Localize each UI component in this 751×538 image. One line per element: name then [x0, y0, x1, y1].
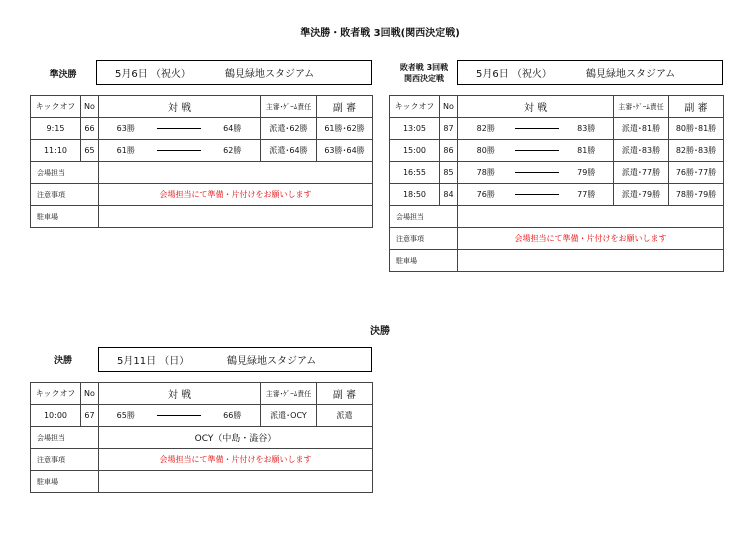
losers-label-line2: 関西決定戦 — [404, 74, 444, 83]
page-title: 準決勝・敗者戦 3回戦(関西決定戦) — [300, 28, 460, 39]
assistant: 82勝･83勝 — [669, 140, 724, 162]
versus-line — [153, 405, 205, 427]
game-no: 87 — [440, 118, 458, 140]
losers-label — [391, 61, 457, 85]
table-row — [31, 405, 373, 427]
team2: 64勝 — [205, 118, 261, 140]
team1: 61勝 — [99, 140, 153, 162]
semifinal-date: 5月6日 （祝火） — [115, 69, 191, 80]
losers-date: 5月6日 （祝火） — [476, 69, 552, 80]
table-row — [31, 118, 373, 140]
venue-staff-label: 会場担当 — [390, 206, 458, 228]
referee: 派遣･64勝 — [261, 140, 317, 162]
header-kickoff: キックオフ — [390, 96, 440, 118]
final-date: 5月11日 （日） — [117, 356, 190, 367]
team2: 62勝 — [205, 140, 261, 162]
final-venue: 鶴見緑地スタジアム — [227, 356, 317, 367]
assistant: 61勝･62勝 — [317, 118, 373, 140]
game-no: 86 — [440, 140, 458, 162]
team1: 78勝 — [458, 162, 514, 184]
versus-line — [514, 118, 560, 140]
game-no: 85 — [440, 162, 458, 184]
kickoff-time: 18:50 — [390, 184, 440, 206]
header-no: No — [81, 96, 99, 118]
semifinal-label: 準決勝 — [49, 69, 77, 80]
referee: 派遣･62勝 — [261, 118, 317, 140]
assistant: 63勝･64勝 — [317, 140, 373, 162]
assistant: 78勝･79勝 — [669, 184, 724, 206]
versus-line — [153, 118, 205, 140]
team1: 80勝 — [458, 140, 514, 162]
table-row — [390, 184, 724, 206]
notes-value: 会場担当にて準備・片付けをお願いします — [99, 449, 373, 471]
header-kickoff: キックオフ — [31, 383, 81, 405]
kickoff-time: 11:10 — [31, 140, 81, 162]
versus-line — [514, 140, 560, 162]
notes-value: 会場担当にて準備・片付けをお願いします — [99, 184, 373, 206]
notes-label: 注意事項 — [31, 449, 99, 471]
versus-line — [514, 184, 560, 206]
team2: 79勝 — [560, 162, 614, 184]
final-table — [30, 382, 373, 493]
parking-label: 駐車場 — [390, 250, 458, 272]
game-no: 67 — [81, 405, 99, 427]
header-assistant: 副 審 — [317, 96, 373, 118]
venue-staff-value — [99, 162, 373, 184]
header-no: No — [440, 96, 458, 118]
assistant: 80勝･81勝 — [669, 118, 724, 140]
table-row — [390, 162, 724, 184]
header-match: 対 戦 — [99, 383, 261, 405]
parking-value — [99, 206, 373, 228]
kickoff-time: 15:00 — [390, 140, 440, 162]
venue-staff-value — [458, 206, 724, 228]
header-assistant: 副 審 — [669, 96, 724, 118]
referee: 派遣･81勝 — [614, 118, 669, 140]
parking-value — [458, 250, 724, 272]
game-no: 84 — [440, 184, 458, 206]
losers-table — [389, 95, 724, 272]
team1: 63勝 — [99, 118, 153, 140]
kickoff-time: 10:00 — [31, 405, 81, 427]
venue-staff-value: OCY（中島・澁谷） — [99, 427, 373, 449]
referee: 派遣･OCY — [261, 405, 317, 427]
final-title: 決勝 — [370, 326, 390, 337]
parking-value — [99, 471, 373, 493]
header-responsible: 主審･ｹﾞｰﾑ責任 — [261, 96, 317, 118]
referee: 派遣･77勝 — [614, 162, 669, 184]
header-no: No — [81, 383, 99, 405]
header-responsible: 主審･ｹﾞｰﾑ責任 — [261, 383, 317, 405]
team2: 83勝 — [560, 118, 614, 140]
team2: 81勝 — [560, 140, 614, 162]
versus-line — [153, 140, 205, 162]
kickoff-time: 9:15 — [31, 118, 81, 140]
final-label: 決勝 — [53, 355, 72, 366]
parking-label: 駐車場 — [31, 471, 99, 493]
notes-value: 会場担当にて準備・片付けをお願いします — [458, 228, 724, 250]
header-assistant: 副 審 — [317, 383, 373, 405]
team1: 76勝 — [458, 184, 514, 206]
team1: 65勝 — [99, 405, 153, 427]
assistant: 派遣 — [317, 405, 373, 427]
team1: 82勝 — [458, 118, 514, 140]
losers-info-box — [457, 60, 723, 85]
referee: 派遣･79勝 — [614, 184, 669, 206]
table-row — [31, 140, 373, 162]
assistant: 76勝･77勝 — [669, 162, 724, 184]
team2: 66勝 — [205, 405, 261, 427]
game-no: 65 — [81, 140, 99, 162]
table-row — [390, 140, 724, 162]
game-no: 66 — [81, 118, 99, 140]
header-match: 対 戦 — [458, 96, 614, 118]
table-row — [390, 118, 724, 140]
parking-label: 駐車場 — [31, 206, 99, 228]
team2: 77勝 — [560, 184, 614, 206]
semifinal-table — [30, 95, 373, 228]
venue-staff-label: 会場担当 — [31, 162, 99, 184]
header-responsible: 主審･ｹﾞｰﾑ責任 — [614, 96, 669, 118]
versus-line — [514, 162, 560, 184]
kickoff-time: 13:05 — [390, 118, 440, 140]
header-match: 対 戦 — [99, 96, 261, 118]
final-info-box — [98, 347, 372, 372]
losers-venue: 鶴見緑地スタジアム — [586, 69, 676, 80]
semifinal-venue: 鶴見緑地スタジアム — [225, 69, 315, 80]
losers-label-line1: 敗者戦 3回戦 — [399, 63, 449, 72]
header-kickoff: キックオフ — [31, 96, 81, 118]
kickoff-time: 16:55 — [390, 162, 440, 184]
venue-staff-label: 会場担当 — [31, 427, 99, 449]
notes-label: 注意事項 — [390, 228, 458, 250]
referee: 派遣･83勝 — [614, 140, 669, 162]
semifinal-info-box — [96, 60, 372, 85]
notes-label: 注意事項 — [31, 184, 99, 206]
